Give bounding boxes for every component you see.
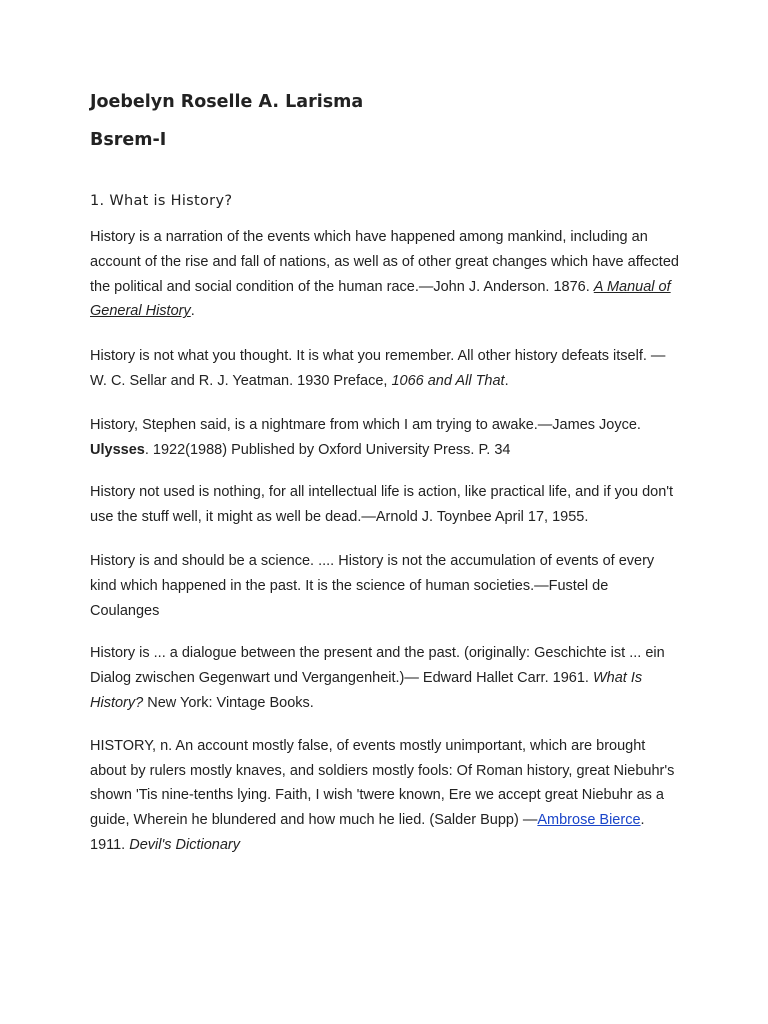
book-title: A Manual of General History (90, 278, 671, 320)
section-label: Bsrem-I (90, 130, 167, 150)
quote-paragraph (90, 641, 680, 715)
quote-paragraph (90, 413, 680, 463)
book-title: Devil's Dictionary (129, 836, 240, 853)
quote-paragraph (90, 734, 680, 858)
quote-mid: . 1911. (90, 812, 645, 853)
document-page (90, 90, 680, 858)
quote-tail: . 1922(1988) Published by Oxford University Press. P. 34 (144, 441, 511, 458)
book-title: What Is History? (90, 670, 643, 711)
ambrose-bierce-link[interactable]: Ambrose Bierce (537, 812, 641, 829)
quote-paragraph (90, 225, 680, 324)
quote-paragraph (90, 344, 680, 394)
quote-text: History is and should be a science. .... History is not the accumulation of events of every kind which happened in the past. It is the science of human societies.—Fustel de Coulanges (90, 552, 655, 619)
quote-text: History, Stephen said, is a nightmare from which I am trying to awake.—James Joyce. (90, 416, 641, 433)
quote-tail: . (190, 303, 195, 320)
book-title: 1066 and All That (391, 372, 505, 389)
quote-text: HISTORY, n. An account mostly false, of events mostly unimportant, which are brought about by rulers mostly knaves, and soldiers mostly fools: Of Roman history, great Niebuhr's shown 'Tis nine-tenths lying. Faith, I wish 'twere known, Ere we accept great Niebuhr as a guide, Wherein he blundered and how much he lied. (Salder Bupp) — (90, 737, 675, 829)
question-heading: 1. What is History? (90, 193, 233, 209)
quote-text: History is not what you thought. It is what you remember. All other history defeats itself. —W. C. Sellar and R. J. Yeatman. 1930 Preface, (90, 348, 666, 389)
quote-tail: New York: Vintage Books. (143, 694, 314, 711)
quote-text: History is ... a dialogue between the present and the past. (originally: Geschichte ist ... ein Dialog zwischen Gegenwart und Vergangenheit.)— Edward Hallet Carr. 1961. (90, 645, 665, 687)
quote-paragraph (90, 480, 680, 530)
quote-paragraph (90, 549, 680, 623)
book-title: Ulysses (90, 441, 145, 458)
author-name: Joebelyn Roselle A. Larisma (90, 92, 364, 112)
quote-tail: . (504, 372, 509, 389)
quote-text: History not used is nothing, for all intellectual life is action, like practical life, and if you don't use the stuff well, it might as well be dead.—Arnold J. Toynbee April 17, 1955. (90, 484, 674, 526)
quote-text: History is a narration of the events which have happened among mankind, including an account of the rise and fall of nations, as well as of other great changes which have affected the political and social condition of the human race.—John J. Anderson. 1876. (90, 229, 679, 295)
